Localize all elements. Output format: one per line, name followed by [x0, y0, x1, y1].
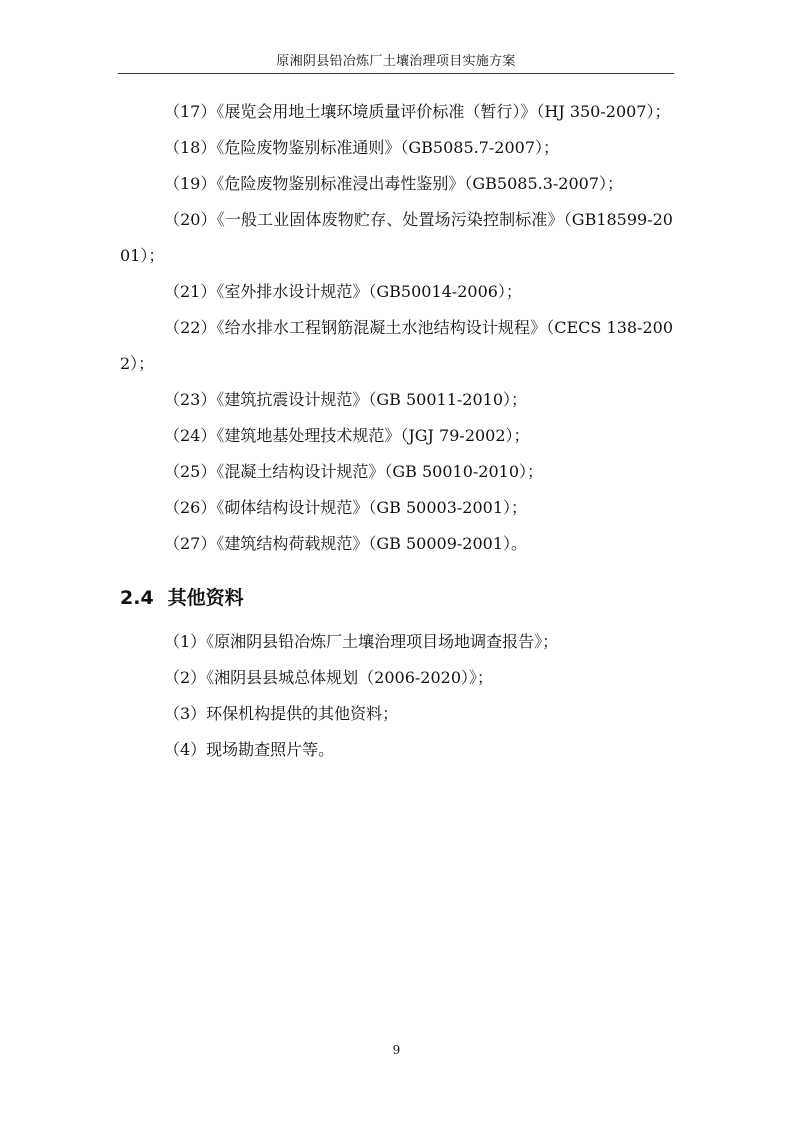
page-header: 原湘阴县铅冶炼厂土壤治理项目实施方案: [276, 54, 516, 69]
section-title: 其他资料: [167, 587, 244, 609]
reference-item: （27）《建筑结构荷载规范》（GB 50009-2001）。: [164, 534, 528, 553]
reference-item: （25）《混凝土结构设计规范》（GB 50010-2010）；: [164, 462, 544, 481]
material-item: （3）环保机构提供的其他资料；: [164, 704, 399, 723]
section-heading: [120, 580, 673, 616]
reference-item: （24）《建筑地基处理技术规范》（JGJ 79-2002）；: [164, 426, 530, 445]
other-materials-list: [120, 624, 673, 768]
reference-item: （19）《危险废物鉴别标准浸出毒性鉴别》（GB5085.3-2007）；: [164, 174, 624, 193]
header-rule: [118, 73, 674, 74]
reference-item: （18）《危险废物鉴别标准通则》（GB5085.7-2007）；: [164, 138, 560, 157]
page-content: [120, 94, 673, 768]
section-number: 2.4: [120, 587, 154, 609]
reference-item: （26）《砌体结构设计规范》（GB 50003-2001）；: [164, 498, 528, 517]
material-item: （4）现场勘查照片等。: [164, 740, 335, 759]
material-item: （1）《原湘阴县铅冶炼厂土壤治理项目场地调查报告》；: [164, 632, 559, 651]
material-item: （2）《湘阴县县城总体规划（2006-2020）》；: [164, 668, 494, 687]
reference-item: （22）《给水排水工程钢筋混凝土水池结构设计规程》（CECS 138-2002）；: [120, 318, 673, 373]
reference-item: （21）《室外排水设计规范》（GB50014-2006）；: [164, 282, 522, 301]
reference-item: （23）《建筑抗震设计规范》（GB 50011-2010）；: [164, 390, 528, 409]
reference-item: （20）《一般工业固体废物贮存、处置场污染控制标准》（GB18599-2001）；: [120, 210, 673, 265]
reference-list: [120, 94, 673, 562]
reference-item: （17）《展览会用地土壤环境质量评价标准（暂行）》（HJ 350-2007）；: [164, 102, 671, 121]
page-number: 9: [392, 1043, 401, 1057]
